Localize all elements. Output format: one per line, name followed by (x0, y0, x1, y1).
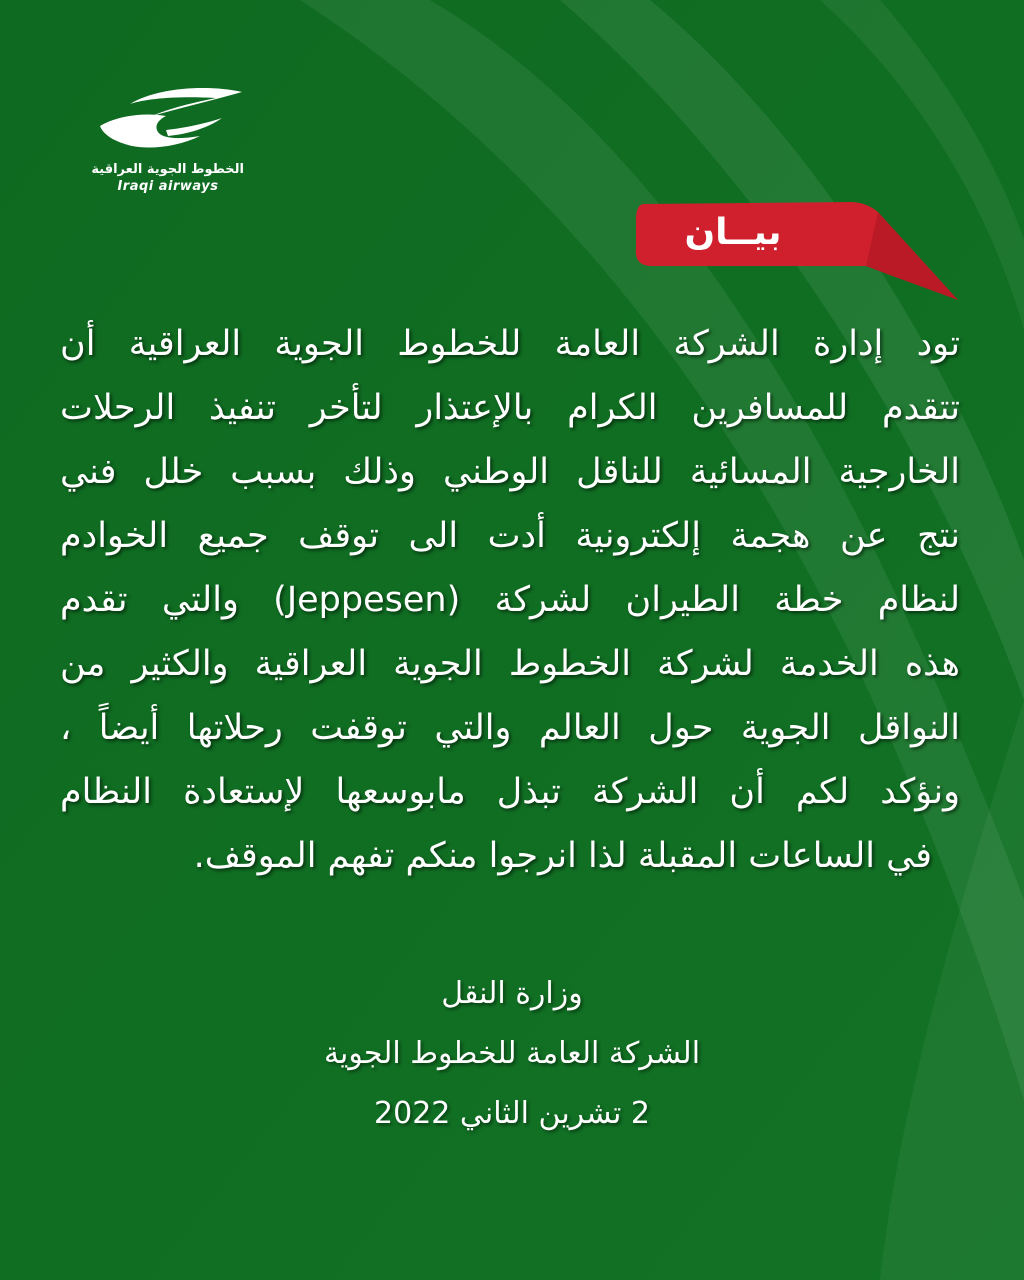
statement-line: النواقل الجوية حول العالم والتي توقفت رحلاتها أيضاً ، (60, 708, 960, 748)
banner-title: بيــان (684, 212, 782, 253)
statement-line: في الساعات المقبلة لذا انرجوا منكم تفهم الموقف. (193, 836, 932, 876)
iraqi-airways-bird-icon (96, 86, 244, 158)
company-name: الشركة العامة للخطوط الجوية (323, 1036, 701, 1071)
statement-line: الخارجية المسائية للناقل الوطني وذلك بسبب خلل فني (60, 452, 960, 492)
statement-line: لنظام خطة الطيران لشركة (Jeppesen) والتي تقدم (60, 580, 960, 620)
iraqi-airways-logo (92, 84, 252, 204)
statement-line: هذه الخدمة لشركة الخطوط الجوية العراقية والكثير من (60, 644, 960, 684)
statement-body (60, 312, 960, 888)
ministry-name: وزارة النقل (441, 976, 583, 1011)
statement-line: نتج عن هجمة إلكترونية أدت الى توقف جميع الخوادم (60, 516, 960, 556)
statement-line: تتقدم للمسافرين الكرام بالإعتذار لتأخر تنفيذ الرحلات (60, 388, 960, 428)
logo-english-name: Iraqi airways (117, 179, 219, 194)
statement-date: 2 تشرين الثاني 2022 (374, 1096, 650, 1131)
statement-line: ونؤكد لكم أن الشركة تبذل مابوسعها لإستعادة النظام (60, 772, 960, 812)
statement-banner (630, 200, 960, 304)
logo-arabic-name: الخطوط الجوية العراقية (91, 162, 244, 177)
statement-line: تود إدارة الشركة العامة للخطوط الجوية العراقية أن (60, 324, 960, 364)
signature-block (212, 964, 812, 1144)
